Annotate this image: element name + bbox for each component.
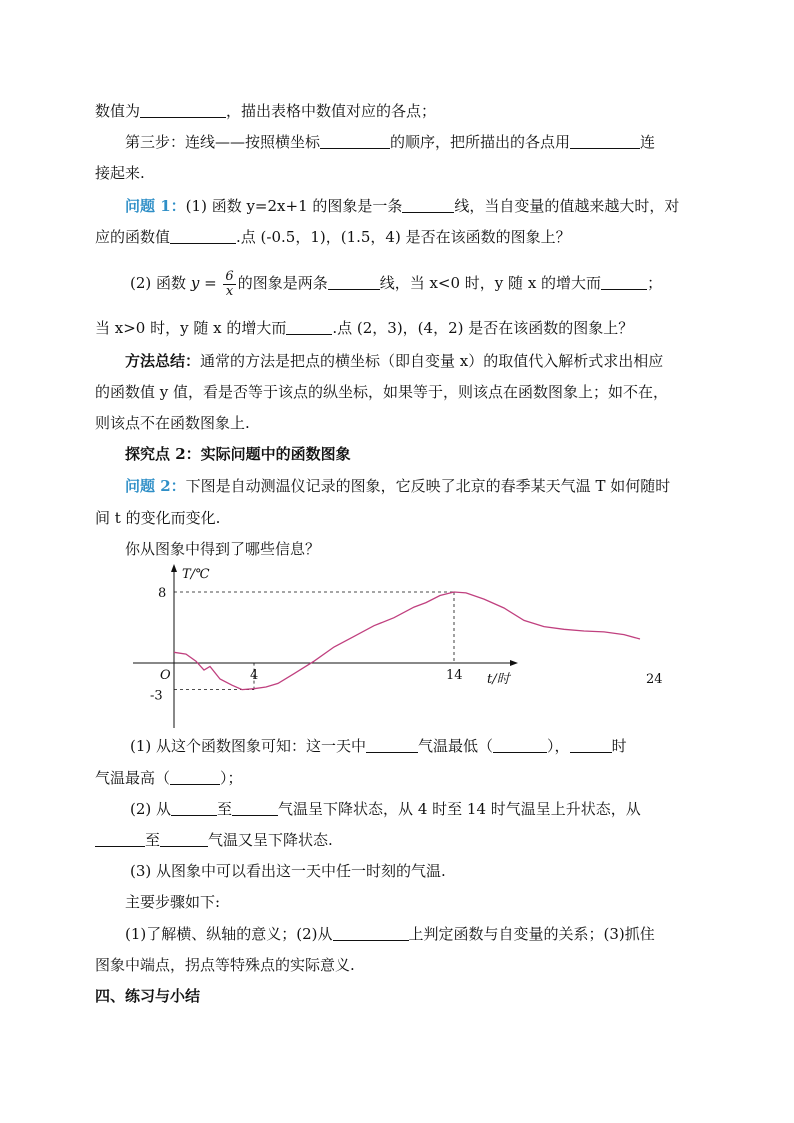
question-label: 问题 2： <box>125 477 186 495</box>
text: 间 t 的变化而变化. <box>95 509 221 527</box>
x-tick-label: 14 <box>446 668 463 683</box>
text: 的顺序，把所描出的各点用 <box>390 133 571 151</box>
blank-line <box>320 134 390 149</box>
x-axis-label: t/时 <box>487 672 510 687</box>
y-tick-label: 8 <box>158 586 167 601</box>
question-1-line-2 <box>95 227 571 247</box>
question-label: 问题 1： <box>125 197 186 215</box>
text-line-1 <box>95 101 436 121</box>
temperature-chart <box>130 560 663 735</box>
answer-2-line-1 <box>130 799 641 819</box>
blank-line <box>232 801 278 816</box>
question-1-part-2-line-2 <box>95 318 633 338</box>
text: (1)了解横、纵轴的意义；(2)从 <box>125 925 333 943</box>
math-variable: y <box>190 274 200 292</box>
text: 数值为 <box>95 102 141 120</box>
method-line-1 <box>125 351 663 371</box>
text: 则该点不在函数图象上. <box>95 414 250 432</box>
text: (1) 函数 y=2x+1 的图象是一条 <box>185 197 403 215</box>
text-line-3 <box>95 163 145 183</box>
method-line-2 <box>95 382 668 402</box>
y-axis-arrow <box>171 564 177 572</box>
blank-line <box>570 738 612 753</box>
text: 通常的方法是把点的横坐标（即自变量 x）的取值代入解析式求出相应 <box>200 352 664 370</box>
y-axis-label: T/℃ <box>182 567 210 582</box>
blank-line <box>366 738 418 753</box>
text: ； <box>647 274 663 292</box>
section-heading-explore-2: 探究点 2：实际问题中的函数图象 <box>125 445 351 463</box>
text: 气温最低（ <box>418 737 494 755</box>
steps-line-2 <box>95 955 355 975</box>
text: .点 (-0.5，1)，(1.5，4) 是否在该函数的图象上？ <box>236 228 571 246</box>
text: 上判定函数与自变量的关系；(3)抓住 <box>408 925 655 943</box>
question-1-part-2-line <box>130 264 662 302</box>
answer-1-line-1 <box>130 736 627 756</box>
answer-1-line-2 <box>95 768 243 788</box>
text: (1) 从这个函数图象可知：这一天中 <box>130 737 367 755</box>
x-tick-label: 4 <box>250 668 259 683</box>
text: ，描出表格中数值对应的各点； <box>226 102 437 120</box>
text: 时 <box>611 737 627 755</box>
text: 线，当 x<0 时，y 随 x 的增大而 <box>379 274 602 292</box>
method-label: 方法总结： <box>125 352 201 370</box>
text: .点 (2，3)，(4，2) 是否在该函数的图象上？ <box>332 319 634 337</box>
steps-line-1 <box>125 924 655 944</box>
text: 应的函数值 <box>95 228 171 246</box>
text: 的函数值 y 值，看是否等于该点的纵坐标，如果等于，则该点在函数图象上；如不在， <box>95 383 669 401</box>
blank-line <box>140 103 226 118</box>
text: (2) 函数 <box>130 274 187 292</box>
question-1-line-1 <box>125 196 679 216</box>
text: 至 <box>217 800 233 818</box>
blank-line <box>601 275 647 290</box>
text: 第三步：连线——按照横坐标 <box>125 133 321 151</box>
numerator: 6 <box>225 268 234 284</box>
text: ）； <box>220 769 243 787</box>
text: ）， <box>547 737 570 755</box>
text: 至 <box>145 831 161 849</box>
blank-line <box>171 801 217 816</box>
blank-line <box>160 832 208 847</box>
denominator: x <box>225 283 234 299</box>
question-2-line-3 <box>125 539 320 559</box>
text: = <box>199 274 222 292</box>
text: 的图象是两条 <box>237 274 328 292</box>
text: 气温又呈下降状态. <box>208 831 333 849</box>
question-2-line-1 <box>125 476 670 496</box>
text: 你从图象中得到了哪些信息？ <box>125 540 321 558</box>
text: 图象中端点，拐点等特殊点的实际意义. <box>95 956 355 974</box>
text: 下图是自动测温仪记录的图象，它反映了北京的春季某天气温 T 如何随时 <box>185 477 671 495</box>
text: (2) 从 <box>130 800 172 818</box>
x-tick-label: 24 <box>646 672 663 687</box>
blank-line <box>328 275 380 290</box>
blank-line <box>570 134 640 149</box>
text: 接起来. <box>95 164 145 182</box>
y-tick-label: -3 <box>150 688 163 704</box>
method-line-3 <box>95 413 250 433</box>
blank-line <box>286 320 332 335</box>
blank-line <box>170 770 220 785</box>
series-line <box>174 592 640 690</box>
text: 连 <box>640 133 656 151</box>
blank-line <box>402 198 454 213</box>
text: 当 x>0 时，y 随 x 的增大而 <box>95 319 287 337</box>
steps-heading: 主要步骤如下: <box>125 893 221 911</box>
fraction <box>223 270 235 299</box>
text: 线，当自变量的值越来越大时，对 <box>454 197 680 215</box>
answer-2-line-2 <box>95 830 333 850</box>
text-line-2 <box>125 132 655 152</box>
answer-3-line: (3) 从图象中可以看出这一天中任一时刻的气温. <box>130 862 446 880</box>
question-2-line-2 <box>95 508 220 528</box>
blank-line <box>170 229 236 244</box>
blank-line <box>493 738 547 753</box>
blank-line <box>333 926 409 941</box>
blank-line <box>95 832 145 847</box>
section-heading-practice: 四、练习与小结 <box>95 987 201 1005</box>
origin-label: O <box>160 668 171 683</box>
x-axis-arrow <box>510 660 518 666</box>
text: 气温最高（ <box>95 769 171 787</box>
text: 气温呈下降状态，从 4 时至 14 时气温呈上升状态，从 <box>278 800 641 818</box>
